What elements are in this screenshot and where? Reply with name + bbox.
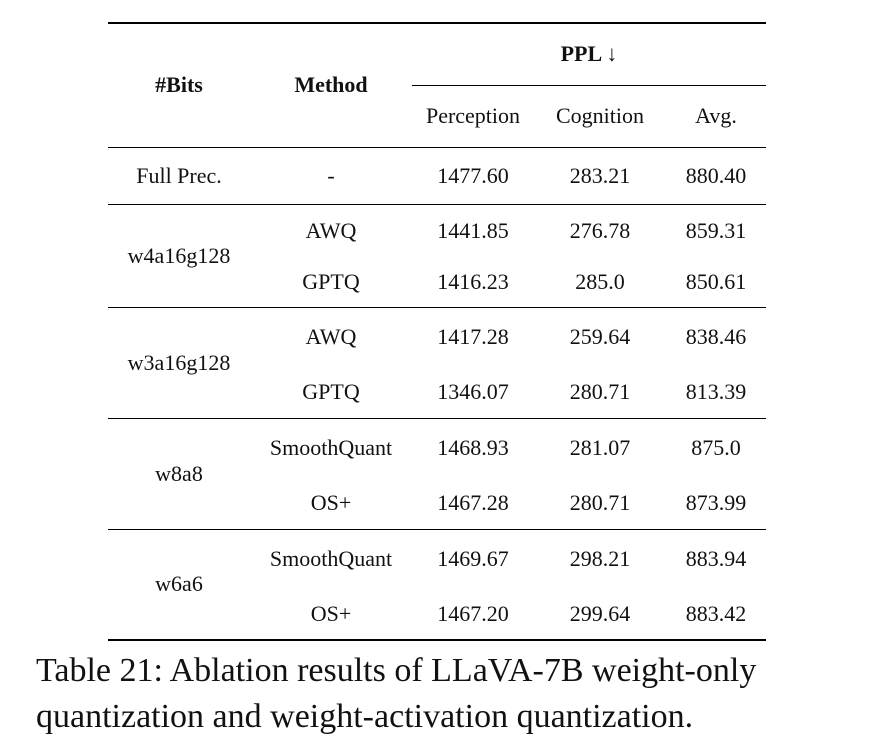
cell-method: SmoothQuant <box>269 435 393 461</box>
results-table <box>108 22 766 641</box>
results-table-container <box>108 22 766 641</box>
cell-perception: 1468.93 <box>437 435 509 461</box>
cell-avg: 873.99 <box>685 490 747 516</box>
cell-perception: 1416.23 <box>437 268 509 294</box>
cell-avg: 859.31 <box>685 217 747 243</box>
cell-cognition: 280.71 <box>569 379 631 405</box>
header-perception: Perception <box>425 103 521 128</box>
table-row <box>108 204 766 257</box>
cell-method: AWQ <box>305 324 357 350</box>
cell-perception: 1477.60 <box>437 162 509 188</box>
table-row <box>108 529 766 589</box>
table-caption: Table 21: Ablation results of LLaVA-7B weight-only quantization and weight-activation quantization. <box>36 652 757 735</box>
table-row-full-prec <box>108 147 766 204</box>
cell-cognition: 299.64 <box>569 601 631 626</box>
cell-method: SmoothQuant <box>269 546 393 572</box>
cell-bits-group: w6a6 <box>155 571 203 597</box>
cell-method: AWQ <box>305 217 357 243</box>
cell-cognition: 276.78 <box>569 217 631 243</box>
cell-method: GPTQ <box>302 268 360 294</box>
cell-cognition: 281.07 <box>569 435 631 461</box>
cell-bits-group: w4a16g128 <box>127 242 231 268</box>
cell-avg: 875.0 <box>691 435 741 461</box>
header-method: Method <box>294 72 368 98</box>
header-bits: #Bits <box>155 72 203 98</box>
cell-method: OS+ <box>310 490 352 516</box>
cell-method: - <box>327 162 335 188</box>
cell-bits: Full Prec. <box>136 162 222 188</box>
cell-cognition: 280.71 <box>569 490 631 516</box>
cell-method: OS+ <box>310 601 352 626</box>
header-cognition: Cognition <box>555 103 644 128</box>
cell-perception: 1467.20 <box>437 601 509 626</box>
cell-avg: 883.42 <box>685 601 747 626</box>
cell-avg: 880.40 <box>685 162 747 188</box>
cell-cognition: 298.21 <box>569 546 631 572</box>
table-row <box>108 418 766 478</box>
header-ppl: PPL ↓ <box>412 23 766 85</box>
cell-perception: 1441.85 <box>437 217 509 243</box>
cell-method: GPTQ <box>302 379 360 405</box>
cell-avg: 883.94 <box>685 546 747 572</box>
cell-perception: 1346.07 <box>437 379 509 405</box>
cell-cognition: 283.21 <box>569 162 631 188</box>
cell-cognition: 259.64 <box>569 324 631 350</box>
cell-perception: 1417.28 <box>437 324 509 350</box>
header-avg: Avg. <box>695 103 737 128</box>
cell-bits-group: w3a16g128 <box>127 349 231 375</box>
cell-avg: 850.61 <box>685 268 747 294</box>
cell-perception: 1469.67 <box>437 546 509 572</box>
cell-avg: 838.46 <box>685 324 747 350</box>
cell-perception: 1467.28 <box>437 490 509 516</box>
cell-bits-group: w8a8 <box>155 460 203 486</box>
cell-avg: 813.39 <box>685 379 747 405</box>
cell-cognition: 285.0 <box>575 268 625 294</box>
table-row <box>108 307 766 367</box>
